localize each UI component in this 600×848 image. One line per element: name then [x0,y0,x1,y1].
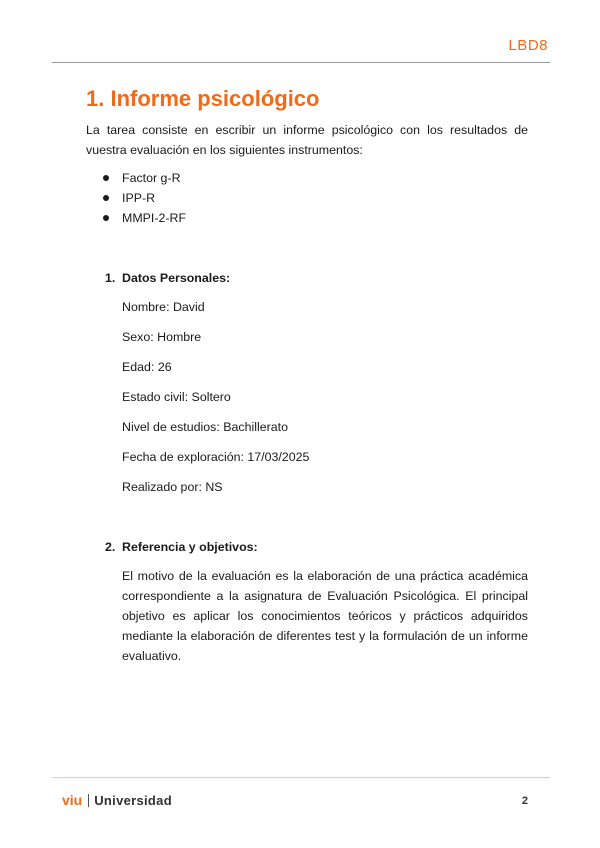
footer-divider [52,777,550,778]
university-label: Universidad [94,793,172,808]
list-item: IPP-R [103,188,186,208]
section-title: Datos Personales: [122,271,231,285]
instrument-list [103,168,186,228]
header-document-code: LBD8 [508,37,548,54]
list-item: MMPI-2-RF [103,208,186,228]
field-exam-date: Fecha de exploración: 17/03/2025 [122,450,310,464]
university-logo [62,792,172,809]
section-heading-reference [105,537,258,557]
section-number: 2. [105,540,116,554]
page-number: 2 [521,795,528,807]
field-name: Nombre: David [122,300,205,314]
list-item: Factor g-R [103,168,186,188]
section-title: Referencia y objetivos: [122,540,258,554]
field-performed-by: Realizado por: NS [122,480,223,494]
page-title: 1. Informe psicológico [86,86,320,111]
field-sex: Sexo: Hombre [122,330,202,344]
section-heading-personal-data [105,268,230,288]
logo-separator [88,794,89,807]
field-education-level: Nivel de estudios: Bachillerato [122,420,288,434]
reference-paragraph: El motivo de la evaluación es la elaboración de una práctica académica correspondiente a la asignatura de Evaluación Psicológica. El principal objetivo es aplicar los conocimientos teóricos y prácticos adquiridos mediante la elaboración de diferentes test y la formulación de un informe evaluativo. [122,569,528,663]
brand-mark: viu [62,792,83,808]
section-number: 1. [105,271,116,285]
header-divider [52,62,550,63]
intro-paragraph: La tarea consiste en escribir un informe psicológico con los resultados de vuestra evaluación en los siguientes instrumentos: [86,123,528,157]
field-marital-status: Estado civil: Soltero [122,390,231,404]
field-age: Edad: 26 [122,360,172,374]
